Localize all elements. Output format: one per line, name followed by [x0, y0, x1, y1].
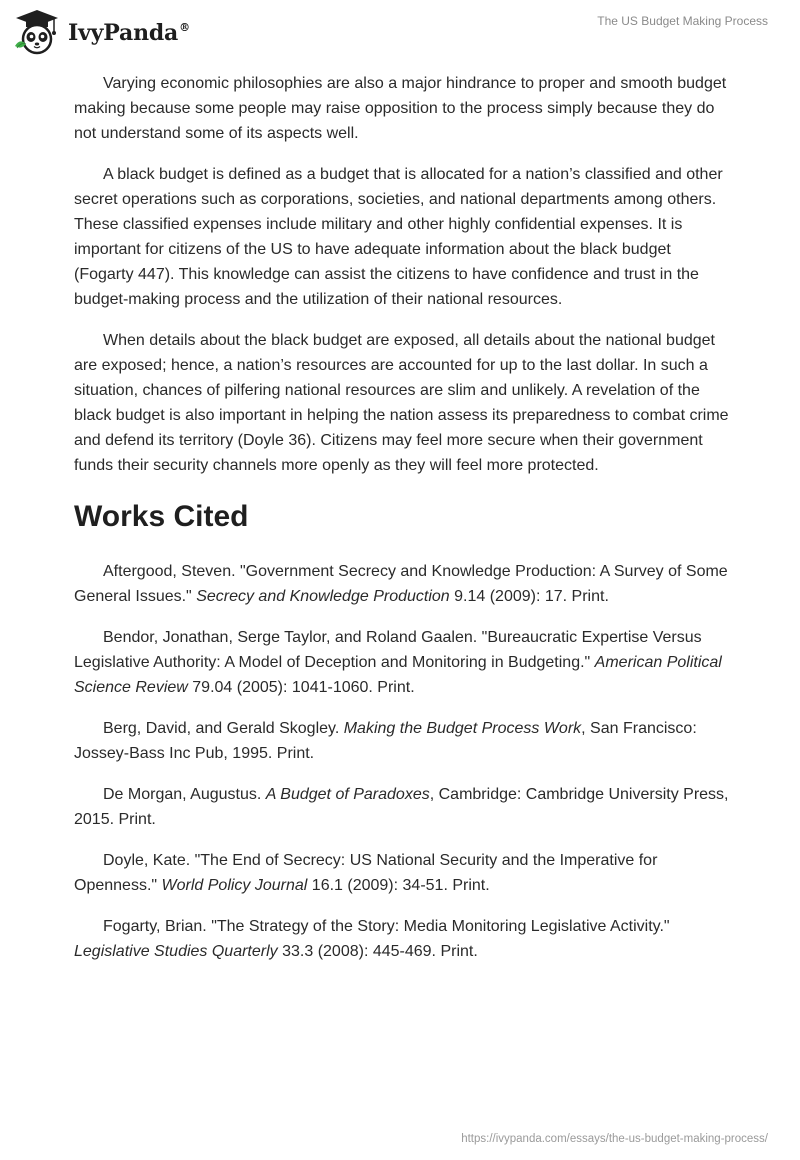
citation-entry: Fogarty, Brian. "The Strategy of the Story: Media Monitoring Legislative Activity." Legislative Studies Quarterly 33.3 (2008): 445-469. Print.: [74, 918, 670, 960]
citation-entry: Aftergood, Steven. "Government Secrecy and Knowledge Production: A Survey of Some General Issues." Secrecy and Knowledge Production 9.14 (2009): 17. Print.: [74, 563, 728, 605]
body-paragraph: A black budget is defined as a budget that is allocated for a nation’s classified and other secret operations such as corporations, societies, and national departments among others. These classified expenses include military and other highly confidential expenses. It is important for citizens of the US to have adequate information about the black budget (Fogarty 447). This knowledge can assist the citizens to have confidence and trust in the budget-making process and the utilization of their national resources.: [74, 166, 723, 308]
document-title: The US Budget Making Process: [597, 14, 768, 28]
source-url-link[interactable]: https://ivypanda.com/essays/the-us-budget-making-process/: [461, 1133, 768, 1145]
brand-name: IvyPanda®: [68, 20, 190, 46]
citation-entry: Bendor, Jonathan, Serge Taylor, and Roland Gaalen. "Bureaucratic Expertise Versus Legislative Authority: A Model of Deception and Monitoring in Budgeting." American Political Science Review 79.04 (2005): 1041-1060. Print.: [74, 629, 722, 696]
body-paragraph: Varying economic philosophies are also a major hindrance to proper and smooth budget making because some people may raise opposition to the process simply because they do not understand some of its aspects well.: [74, 75, 727, 142]
works-cited-heading: Works Cited: [74, 500, 249, 533]
essay-content: [74, 71, 730, 980]
page-header: [0, 0, 800, 62]
citation-entry: Berg, David, and Gerald Skogley. Making the Budget Process Work, San Francisco: Jossey-Bass Inc Pub, 1995. Print.: [74, 720, 697, 762]
body-paragraph: When details about the black budget are exposed, all details about the national budget are exposed; hence, a nation’s resources are accounted for up to the last dollar. In such a situation, chances of pilfering national resources are slim and unlikely. A revelation of the black budget is also important in helping the nation assess its preparedness to combat crime and defend its territory (Doyle 36). Citizens may feel more secure when their government funds their security channels more openly as they will feel more protected.: [74, 332, 729, 474]
panda-logo-icon: [12, 8, 62, 56]
citation-entry: De Morgan, Augustus. A Budget of Paradoxes, Cambridge: Cambridge University Press, 2015. Print.: [74, 786, 729, 828]
brand-logo[interactable]: [12, 8, 190, 56]
citation-entry: Doyle, Kate. "The End of Secrecy: US National Security and the Imperative for Openness." World Policy Journal 16.1 (2009): 34-51. Print.: [74, 852, 658, 894]
